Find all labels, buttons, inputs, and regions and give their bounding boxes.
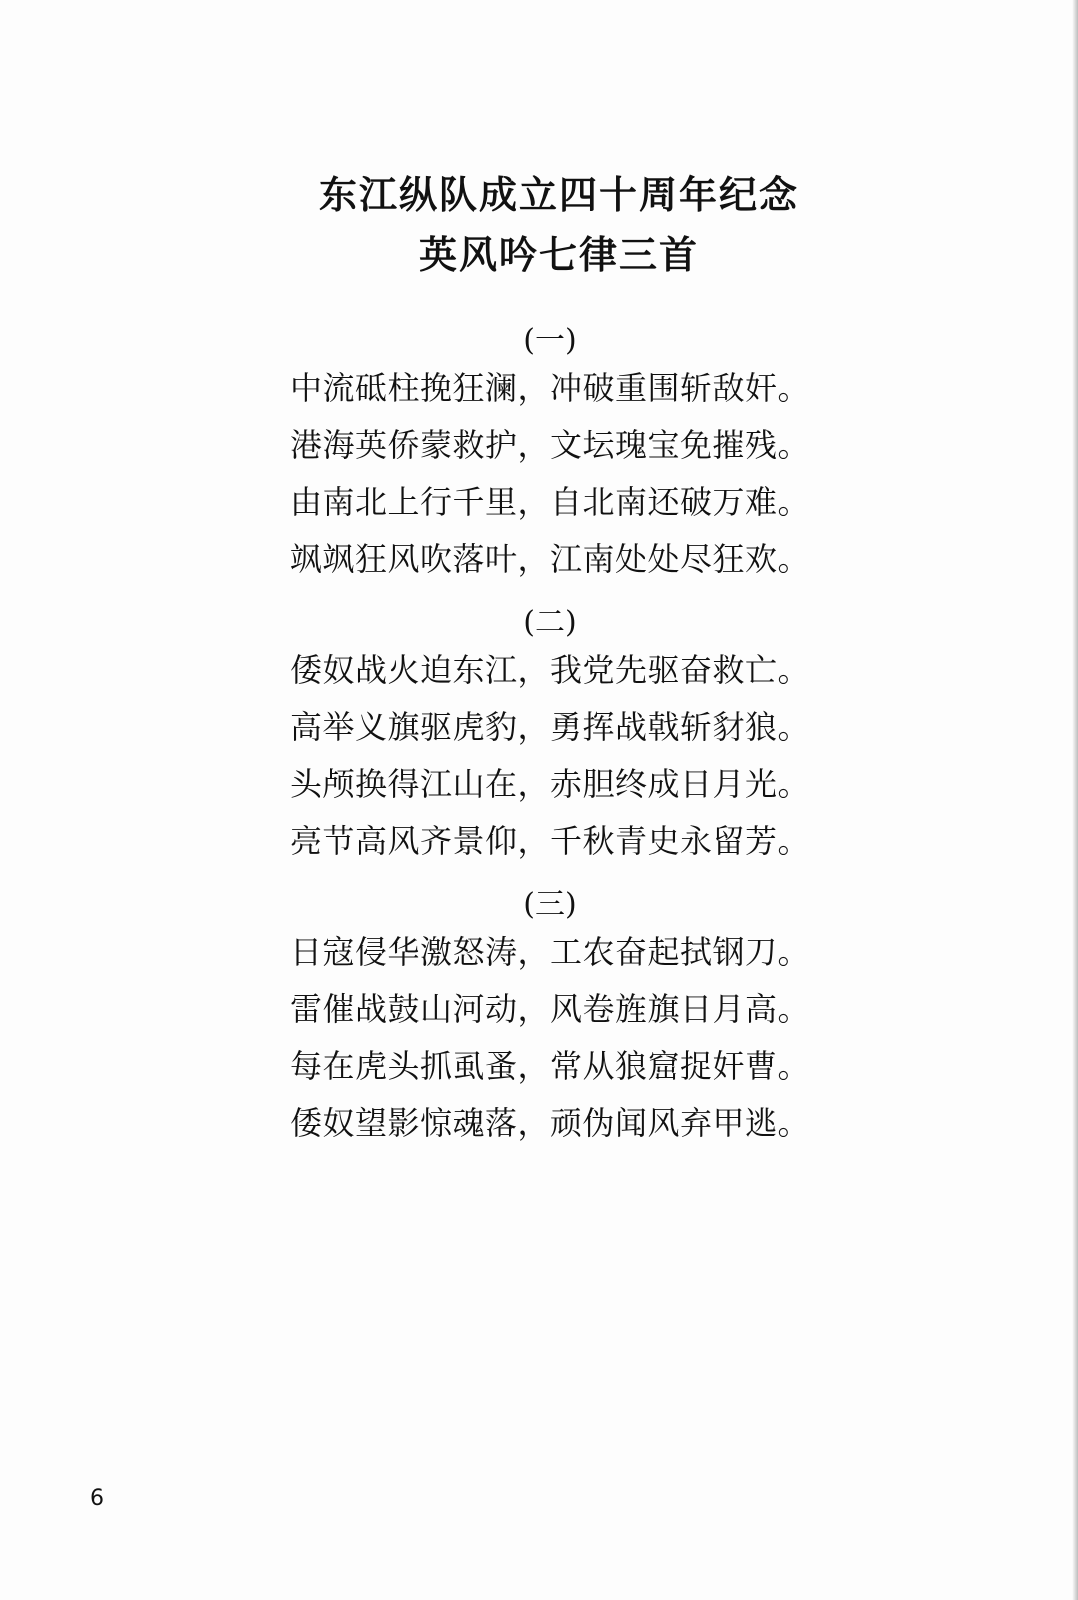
poem-line: 由南北上行千里，自北南还破万难。	[290, 483, 811, 521]
poem-heading: (二)	[523, 605, 577, 640]
page-number: 6	[90, 1486, 104, 1511]
poem-line: 高举义旗驱虎豹，勇挥战戟斩豺狼。	[290, 708, 811, 746]
poem-line: 倭奴望影惊魂落，顽伪闻风弃甲逃。	[290, 1104, 811, 1142]
page-edge-shadow	[1072, 0, 1078, 1600]
poem-line: 雷催战鼓山河动，风卷旌旗日月高。	[290, 990, 811, 1028]
poem-line: 亮节高风齐景仰，千秋青史永留芳。	[290, 822, 811, 860]
poem-heading: (三)	[523, 887, 577, 922]
poem-line: 飒飒狂风吹落叶，江南处处尽狂欢。	[290, 540, 811, 578]
page-title-line-2: 英风吟七律三首	[418, 233, 699, 277]
poem-line: 头颅换得江山在，赤胆终成日月光。	[290, 765, 811, 803]
poem-line: 倭奴战火迫东江，我党先驱奋救亡。	[290, 651, 811, 689]
page-title-line-1: 东江纵队成立四十周年纪念	[318, 173, 799, 217]
poem-line: 日寇侵华激怒涛，工农奋起拭钢刀。	[290, 933, 811, 971]
poem-line: 港海英侨蒙救护，文坛瑰宝免摧残。	[290, 426, 811, 464]
poem-line: 每在虎头抓虱蚤，常从狼窟捉奸曹。	[290, 1047, 811, 1085]
poem-heading: (一)	[523, 323, 577, 358]
poem-line: 中流砥柱挽狂澜，冲破重围斩敌奸。	[290, 369, 811, 407]
